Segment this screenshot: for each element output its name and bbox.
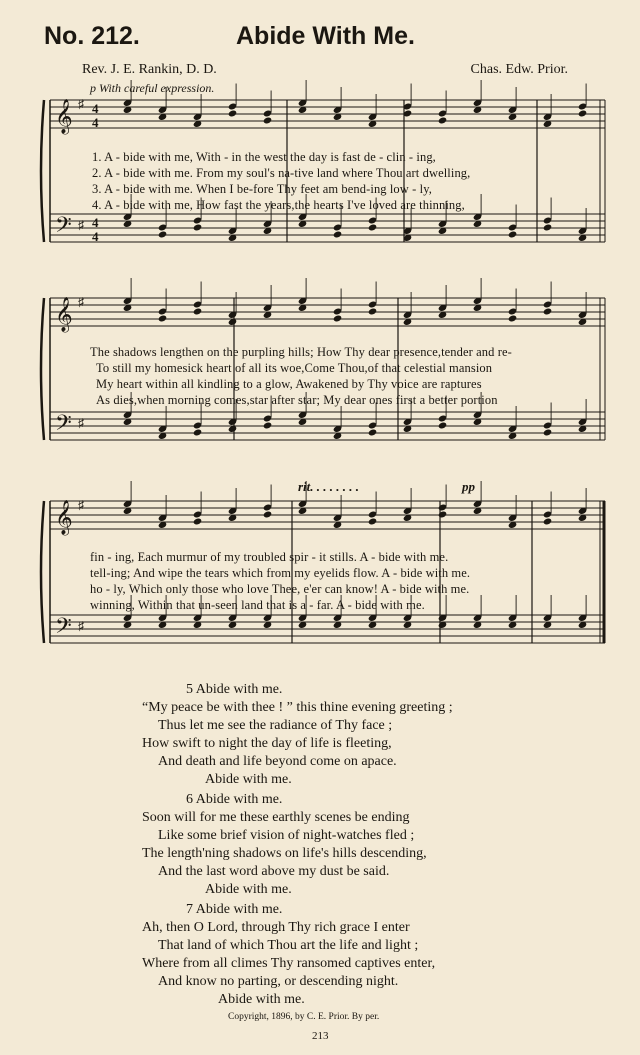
page-number: 213 (312, 1030, 329, 1042)
hymn-number: No. 212. (44, 22, 140, 50)
lyric-line: The shadows lengthen on the purpling hills; How Thy dear presence,tender and re- (90, 345, 512, 359)
bass-clef-icon: 𝄢 (55, 614, 72, 644)
sharp-icon: ♯ (78, 295, 84, 309)
notehead (333, 315, 342, 323)
verse-line: The length'ning shadows on life's hills descending, (142, 846, 427, 861)
notehead (508, 231, 517, 239)
verse-number-line: 6 Abide with me. (186, 792, 283, 807)
sharp-icon: ♯ (78, 97, 84, 111)
bass-clef-icon: 𝄢 (55, 213, 72, 243)
pp-marking: pp (462, 479, 475, 494)
sharp-icon: ♯ (78, 218, 84, 232)
lyric-line: fin - ing, Each murmur of my troubled spir - it stills. A - bide with me. (90, 550, 449, 564)
lyric-line: winning, Within that un-seen land that is a - far. A - bide with me. (90, 598, 425, 612)
verse-line: Thus let me see the radiance of Thy face ; (158, 718, 393, 733)
notehead (333, 231, 342, 239)
sharp-icon: ♯ (78, 498, 84, 512)
verse-line: Soon will for me these earthly scenes be ending (142, 810, 410, 825)
lyric-line: 4. A - bide with me, How fast the years,the hearts I've loved are thinning, (92, 198, 465, 212)
treble-clef-icon: 𝄞 (55, 99, 73, 134)
time-signature: 4 (92, 101, 99, 116)
sharp-icon: ♯ (78, 619, 84, 633)
notehead (368, 308, 377, 316)
composer: Chas. Edw. Prior. (470, 62, 568, 77)
notehead (543, 429, 552, 437)
lyric-line: ho - ly, Which only those who love Thee, e'er can know! A - bide with me. (90, 582, 470, 596)
notehead (438, 117, 447, 125)
verse-line: That land of which Thou art the life and light ; (158, 938, 419, 953)
notehead (438, 511, 447, 519)
hymn-title: Abide With Me. (236, 22, 415, 50)
notehead (263, 117, 272, 125)
verse-line: And know no parting, or descending night. (158, 974, 399, 989)
verse-line: “My peace be with thee ! ” this thine evening greeting ; (142, 700, 453, 715)
notehead (193, 518, 202, 526)
verse-line: Abide with me. (205, 772, 292, 787)
lyric-line: 3. A - bide with me. When I be-fore Thy feet am bend-ing low - ly, (92, 182, 432, 196)
treble-clef-icon: 𝄞 (55, 500, 73, 535)
author: Rev. J. E. Rankin, D. D. (82, 62, 217, 77)
treble-clef-icon: 𝄞 (55, 297, 73, 332)
time-signature: 4 (92, 115, 99, 130)
notehead (543, 224, 552, 232)
verse-line: Abide with me. (218, 992, 305, 1007)
verse-number-line: 7 Abide with me. (186, 902, 283, 917)
brace (41, 501, 44, 643)
lyric-line: To still my homesick heart of all its woe,Come Thou,of that celestial mansion (96, 361, 493, 375)
expression-marking: p With careful expression. (90, 81, 215, 95)
time-signature: 4 (92, 215, 99, 230)
time-signature: 4 (92, 229, 99, 244)
notehead (158, 231, 167, 239)
rit-marking: rit. . . . . . . . (298, 479, 360, 494)
brace (41, 298, 44, 440)
verse-line: And the last word above my dust be said. (158, 864, 390, 879)
verse-line: Abide with me. (205, 882, 292, 897)
notehead (368, 518, 377, 526)
notehead (263, 511, 272, 519)
verse-number-line: 5 Abide with me. (186, 682, 283, 697)
verse-line: And death and life beyond come on apace. (158, 754, 397, 769)
notehead (508, 315, 517, 323)
notehead (263, 422, 272, 430)
bass-clef-icon: 𝄢 (55, 411, 72, 441)
notehead (193, 224, 202, 232)
notehead (158, 315, 167, 323)
copyright: Copyright, 1896, by C. E. Prior. By per. (228, 1012, 380, 1022)
notehead (193, 429, 202, 437)
notehead (578, 110, 587, 118)
notehead (193, 308, 202, 316)
verse-line: Where from all climes Thy ransomed captives enter, (142, 956, 436, 971)
verse-line: How swift to night the day of life is fleeting, (142, 736, 392, 751)
notehead (228, 110, 237, 118)
notehead (543, 308, 552, 316)
verse-line: Ah, then O Lord, through Thy rich grace I enter (142, 920, 410, 935)
lyric-line: As dies,when morning comes,star after star; My dear ones first a better portion (96, 393, 498, 407)
notehead (438, 422, 447, 430)
notehead (543, 518, 552, 526)
brace (41, 100, 44, 242)
notehead (368, 224, 377, 232)
sharp-icon: ♯ (78, 416, 84, 430)
lyric-line: 2. A - bide with me. From my soul's na-tive land where Thou art dwelling, (92, 166, 471, 180)
notehead (368, 429, 377, 437)
lyric-line: My heart within all kindling to a glow, Awakened by Thy voice are raptures (96, 377, 482, 391)
lyric-line: 1. A - bide with me, With - in the west the day is fast de - clin - ing, (92, 150, 436, 164)
verse-line: Like some brief vision of night-watches fled ; (158, 828, 415, 843)
lyric-line: tell-ing; And wipe the tears which from my eyelids flow. A - bide with me. (90, 566, 471, 580)
